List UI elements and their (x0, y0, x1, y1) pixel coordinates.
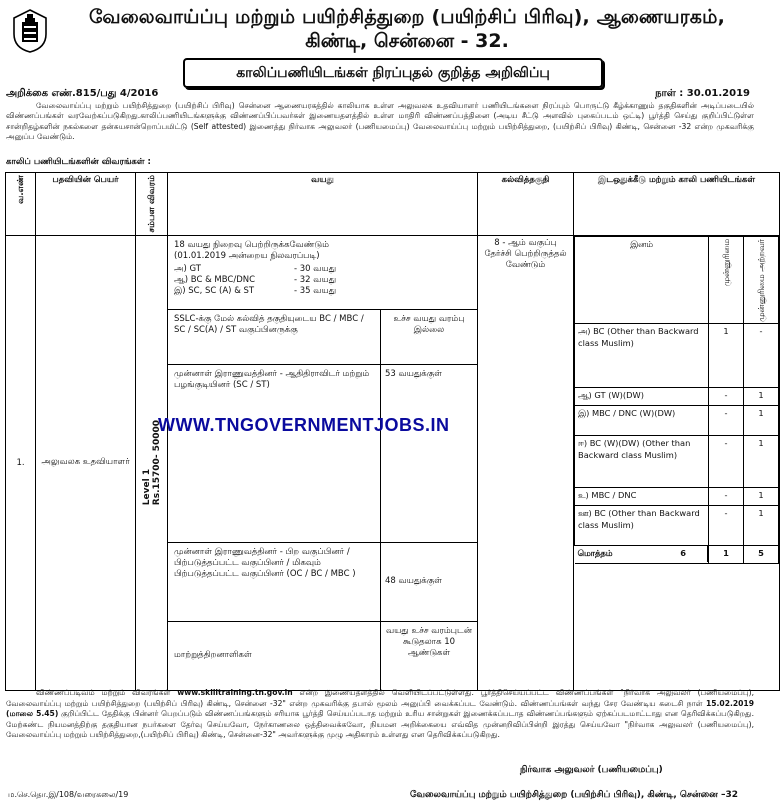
state-emblem-icon (10, 8, 50, 54)
age-block-general (168, 236, 477, 310)
vacancy-row (575, 388, 779, 406)
footer-text-2: என்ற இணையதளத்தில் வெளியிடப்பட்டுள்ளது. பூர்த்திசெய்யப்பட்ட விண்ணப்பங்கள் "நிர்வாக அலுவலர் (பணியமைப்பு), வேலைவாய்ப்பு மற்றும் பயிற்சித்துறை (பயிற்சிப் பிரிவு) கிண்டி, சென்னை -32" என்ற முகவரிக்கு தபால் மூலம் அனுப்பி வைக்கப்பட வேண்டும். விண்ணப்பங்கள் வந்து சேர வேண்டிய கடைசி நாள் (6, 688, 754, 708)
vac-category: ஈ) BC (W)(DW) (Other than Backward class Muslim) (575, 436, 709, 488)
vac-head-nonpriority: முன்னுரிமை அற்றவர் (744, 236, 779, 324)
age-date-line: (01.01.2019 அன்றைய நிலவரப்படி) (174, 250, 320, 261)
vac-total-priority: 1 (709, 546, 744, 564)
vac-priority: - (709, 506, 744, 546)
age-disabled-left: மாற்றுத்திறனாளிகள் (168, 622, 381, 690)
header-pay: சம்பள விவரம் (136, 173, 168, 236)
age-sslc-left: SSLC-க்கு மேல் கல்வித் தகுதியுடைய BC / MBC / SC / SC(A) / ST வகுப்பினருக்கு (168, 310, 381, 364)
vac-total-nonpriority: 5 (744, 546, 779, 564)
vac-nonpriority: 1 (744, 406, 779, 436)
age-item-label: இ) SC, SC (A) & ST (174, 285, 255, 296)
age-item-value: - 35 வயது (294, 285, 337, 296)
vacancy-row (575, 406, 779, 436)
signatory-office: வேலைவாய்ப்பு மற்றும் பயிற்சித்துறை (பயிற்சிப் பிரிவு), கிண்டி, சென்னை –32 (410, 790, 739, 800)
header-vacancy: இடஒதுக்கீடு மற்றும் காலி பணியிடங்கள் (574, 173, 780, 236)
department-title: வேலைவாய்ப்பு மற்றும் பயிற்சித்துறை (பயிற்சிப் பிரிவு), ஆணையரகம், (88, 6, 726, 28)
details-label: காலிப் பணியிடங்களின் விவரங்கள் : (6, 157, 151, 167)
footer-text-1: விண்ணப்படிவம் மற்றும் விவரங்கள் (36, 688, 171, 697)
vac-head-priority: முன்னுரிமை (709, 236, 744, 324)
website-watermark: WWW.TNGOVERNMENTJOBS.IN (158, 415, 450, 435)
vac-priority: - (709, 406, 744, 436)
row-post: அலுவலக உதவியாளர் (36, 235, 136, 690)
vac-total-label: மொத்தம் (577, 548, 613, 559)
vac-priority: - (709, 436, 744, 488)
age-block-sslc (168, 310, 477, 365)
signatory-title: நிர்வாக அலுவலர் (பணியமைப்பு) (520, 765, 663, 775)
age-item-value: - 32 வயது (294, 274, 337, 285)
age-block-exsc (168, 365, 477, 543)
footer-text-3: குறிப்பிட்ட தேதிக்கு பின்னர் பெறப்படும் விண்ணப்பங்களும் சரியாக பூர்த்தி செய்யப்படாத மற்றும் உரிய சான்றுகள் இணைக்கப்படாத விண்ணப்பங்களும் ஏற்கப்படமாட்டாது என தெரிவிக்கப்படுகிறது. மேற்கண்ட நியமனத்திற்கு தகுதியான நபர்களை தேர்வு செய்யவோ, நேர்காணலை ஒத்திவைக்கவோ, நியமன அறிக்கையை எவ்வித முன்னறிவிப்பின்றி இரத்து செய்யவோ "நிர்வாக அலுவலர் (பணியமைப்பு), வேலைவாய்ப்பு மற்றும் பயிற்சித்துறை,(பயிற்சிப் பிரிவு) கிண்டி, சென்னை-32" அவர்களுக்கு முழு அதிகாரம் உள்ளது என தெரிவிக்கப்படுகிறது. (6, 709, 754, 740)
vacancy-total-row (575, 546, 779, 564)
notice-banner: காலிப்பணியிடங்கள் நிரப்புதல் குறித்த அறிவிப்பு (183, 58, 603, 88)
vacancy-row (575, 488, 779, 506)
vac-nonpriority: 1 (744, 506, 779, 546)
intro-paragraph: வேலைவாய்ப்பு மற்றும் பயிற்சித்துறை (பயிற்சிப் பிரிவு) சென்னை ஆணையரகத்தில் காலியாக உள்ள அலுவலக உதவியாளர் பணியிடங்களை நிரப்பும் பொருட்டு கீழ்க்காணும் தகுதிகளின் அடிப்படையில் விண்ணப்பங்கள் வரவேற்கப்படுகிறது.காலிப்பணியிடங்களுக்கு விண்ணப்பிப்பவர்கள் இணையதளத்தில் உள்ள மாதிரி விண்ணப்பத்தினை (அடிய சீட்டு அளவில் புகைப்படம் ஒட்டி) பூர்த்தி செய்து குறிப்பிட்டுள்ள சான்றிதழ்களின் நகல்களை தன்சுயசான்றொப்பமிட்டு (Self attested) இணைத்து நிர்வாக அலுவலர் (பணியமைப்பு) வேலைவாய்ப்பு மற்றும் பயிற்சித்துறை, (பயிற்சிப் பிரிவு) கிண்டி, சென்னை -32 என்ற முகவரிக்கு அனுப்ப வேண்டும். (6, 101, 754, 141)
footer-paragraph (6, 688, 754, 741)
row-sno: 1. (6, 235, 36, 690)
age-item-value: - 30 வயது (294, 263, 337, 274)
vac-category: ஆ) GT (W)(DW) (575, 388, 709, 406)
publication-code: ம.செ.தொ.இ/108/வரைகலை/19 (8, 790, 129, 799)
age-exoc-right: 48 வயதுக்குள் (385, 576, 442, 587)
vac-category: இ) MBC / DNC (W)(DW) (575, 406, 709, 436)
vac-total (575, 546, 709, 562)
vacancy-row (575, 506, 779, 546)
header-age: வயது (168, 173, 478, 236)
pay-level: Level 1 (141, 468, 152, 506)
notice-date: நாள் : 30.01.2019 (655, 88, 750, 99)
age-disabled-right: வயது உச்ச வரம்புடன் கூடுதலாக 10 ஆண்டுகள் (385, 625, 473, 658)
vac-nonpriority: 1 (744, 436, 779, 488)
footer-deadline: 15.02.2019 (மாலை 5.45) (6, 698, 754, 719)
vac-head-category: இனம் (575, 236, 709, 324)
reference-number: அறிக்கை எண்.815/பது 4/2016 (6, 88, 159, 99)
vac-category: உ) MBC / DNC (575, 488, 709, 506)
vacancy-breakdown (574, 236, 779, 669)
age-sslc-right: உச்ச வயது வரம்பு இல்லை (393, 313, 465, 335)
footer-url: www.skilltraining.tn.gov.in (177, 688, 293, 697)
vacancy-cell (574, 235, 780, 690)
age-block-disabled (168, 622, 477, 690)
vac-category: ஊ) BC (Other than Backward class Muslim) (575, 506, 709, 546)
age-item-label: ஆ) BC & MBC/DNC (174, 274, 256, 285)
vacancy-row (575, 436, 779, 488)
department-address: கிண்டி, சென்னை - 32. (305, 30, 509, 52)
row-edu: 8 - ஆம் வகுப்பு தேர்ச்சி பெற்றிருத்தல் வேண்டும் (478, 235, 574, 690)
header-edu: கல்வித்தகுதி (478, 173, 574, 236)
age-cell (168, 235, 478, 690)
pay-scale: Rs.15700- 50000 (151, 419, 162, 506)
vac-priority: - (709, 388, 744, 406)
age-item-label: அ) GT (174, 263, 201, 274)
vacancy-blank-row (575, 564, 779, 669)
vac-priority: 1 (709, 324, 744, 388)
age-exsc-right: 53 வயதுக்குள் (385, 368, 442, 379)
vac-priority: - (709, 488, 744, 506)
header-sno: வ.எண் (6, 173, 36, 236)
age-exoc-left: முன்னாள் இராணுவத்தினர் - பிற வகுப்பினர் / பிற்படுத்தப்பட்ட வகுப்பினர் / மிகவும் பிற்படுத்தப்பட்ட வகுப்பினர் (OC / BC / MBC ) (168, 543, 381, 621)
vac-nonpriority: - (744, 324, 779, 388)
vacancy-row (575, 324, 779, 388)
header-post: பதவியின் பெயர் (36, 173, 136, 236)
vac-category: அ) BC (Other than Backward class Muslim) (575, 324, 709, 388)
age-min-line: 18 வயது நிறைவு பெற்றிருக்கவேண்டும் (174, 239, 329, 250)
age-block-exoc (168, 543, 477, 622)
vac-total-sum: 6 (680, 548, 687, 559)
age-exsc-left: முன்னாள் இராணுவத்தினர் - ஆதிதிராவிடர் மற்றும் பழங்குடியினர் (SC / ST) (168, 365, 381, 542)
vac-nonpriority: 1 (744, 388, 779, 406)
vac-nonpriority: 1 (744, 488, 779, 506)
row-pay (136, 235, 168, 690)
